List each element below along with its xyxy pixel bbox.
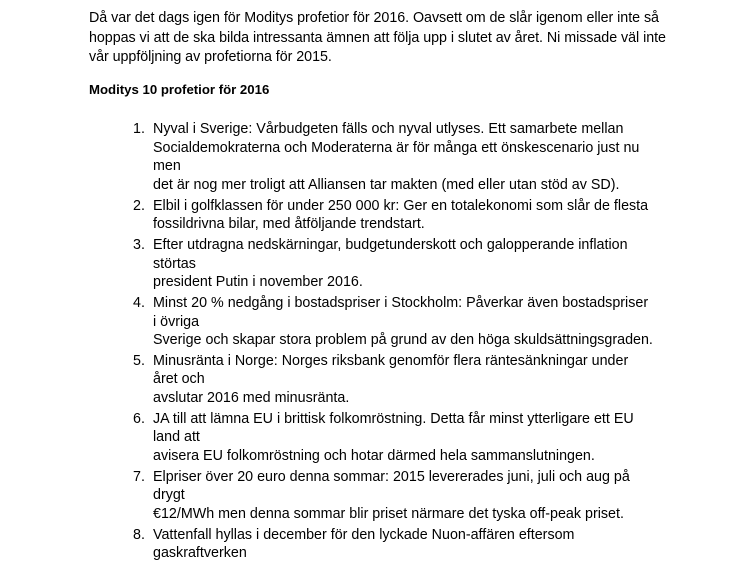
list-item [0,410,653,466]
list-text: Elbil i golfklassen för under 250 000 kr: Ger en totalekonomi som slår de flesta [153,197,649,214]
intro-line: vår uppföljning av profetiorna för 2015. [89,49,332,66]
list-text: Minst 20 % nedgång i bostadspriser i Stockholm: Påverkar även bostadspriser i övriga [153,294,649,330]
list-item [0,526,653,563]
intro-line: Då var det dags igen för Moditys profetior för 2016. Oavsett om de slår igenom eller inte så [89,10,659,26]
list-text: Elpriser över 20 euro denna sommar: 2015 levererades juni, juli och aug på drygt [153,468,630,504]
intro-line: hoppas vi att de ska bilda intressanta ämnen att följa upp i slutet av året. Ni missade väl inte [89,29,666,46]
list-text: Minusränta i Norge: Norges riksbank genomför flera räntesänkningar under året och [153,352,629,388]
list-number: 1. [133,121,145,137]
list-item [0,120,653,194]
list-item [0,197,653,234]
list-number: 7. [133,468,145,485]
list-item [0,352,653,408]
list-text: Nyval i Sverige: Vårbudgeten fälls och nyval utlyses. Ett samarbete mellan [153,121,624,137]
list-number: 6. [133,410,145,427]
list-text: Socialdemokraterna och Moderaterna är för många ett önskescenario just nu men [153,139,640,175]
list-number: 8. [133,526,145,543]
list-item [0,294,653,350]
list-text: avslutar 2016 med minusränta. [153,390,350,407]
list-number: 4. [133,294,145,311]
list-text: Sverige och skapar stora problem på grund av den höga skuldsättningsgraden. [153,332,653,349]
list-item [0,236,653,292]
list-text: avisera EU folkomröstning och hotar därmed hela sammanslutningen. [153,448,595,465]
intro-paragraph [89,9,689,68]
list-number: 5. [133,352,145,369]
list-text: Vattenfall hyllas i december för den lyckade Nuon-affären eftersom gaskraftverken [153,526,575,562]
list-text: JA till att lämna EU i brittisk folkomröstning. Detta får minst ytterligare ett EU land att [153,410,634,446]
list-text: Efter utdragna nedskärningar, budgetunderskott och galopperande inflation störtas [153,236,628,272]
list-text: president Putin i november 2016. [153,274,363,291]
list-item [0,468,653,524]
list-text: det är nog mer troligt att Alliansen tar makten (med eller utan stöd av SD). [153,176,620,193]
section-heading: Moditys 10 profetior för 2016 [89,82,270,97]
prophecy-list [0,120,653,565]
list-text: fossildrivna bilar, med åtföljande trendstart. [153,216,425,233]
list-text: €12/MWh men denna sommar blir priset närmare det tyska off-peak priset. [153,506,624,522]
list-number: 3. [133,236,145,253]
list-number: 2. [133,197,145,214]
